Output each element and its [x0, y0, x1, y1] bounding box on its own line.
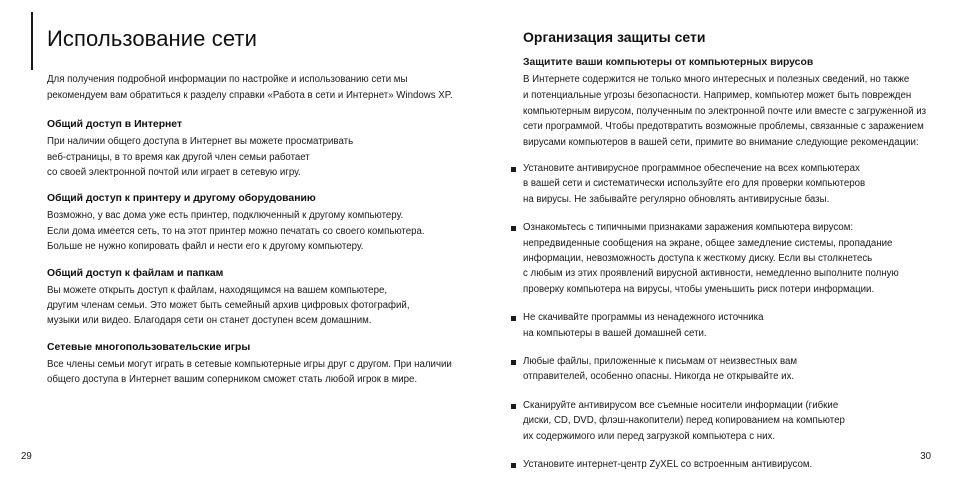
list-item — [523, 398, 933, 444]
list-item-line: на компьютеры в вашей домашней сети. — [523, 327, 707, 339]
section-network-games — [47, 341, 462, 388]
bullet-square-icon — [511, 404, 516, 409]
list-item-line: информации, невозможность доступа к жесткому диску. Если вы столкнетесь — [523, 253, 873, 265]
list-item-line: Любые файлы, приложенные к письмам от неизвестных вам — [523, 356, 798, 368]
section-internet-sharing — [47, 118, 462, 180]
intro-line: Для получения подробной информации по настройке и использованию сети мы — [47, 74, 408, 85]
list-item-line: проверку компьютера на вирусы, чтобы уменьшить риск потери информации. — [523, 283, 875, 295]
left-page-body — [47, 72, 462, 388]
section-line: Вы можете открыть доступ к файлам, находящимся на вашем компьютере, — [47, 284, 388, 296]
section-line: общего доступа в Интернет вашим соперником сможет стать любой игрок в мире. — [47, 374, 418, 386]
section-text — [47, 208, 462, 254]
section-line: Возможно, у вас дома уже есть принтер, подключенный к другому компьютеру. — [47, 210, 404, 222]
section-text — [47, 283, 462, 329]
section-printer-sharing — [47, 192, 462, 254]
section-line: Больше не нужно копировать файл и нести его к другому компьютеру. — [47, 241, 364, 253]
list-item-line: непредвиденные сообщения на экране, общее замедление системы, пропадание — [523, 237, 893, 249]
bullet-square-icon — [511, 226, 516, 231]
list-item — [523, 310, 933, 341]
section-line: другим членам семьи. Это может быть семейный архив цифровых фотографий, — [47, 300, 410, 312]
intro-line: В Интернете содержится не только много интересных и полезных сведений, но также — [523, 74, 910, 85]
page-title: Использование сети — [47, 26, 257, 51]
list-item — [523, 457, 933, 472]
list-item-line: на вирусы. Не забывайте регулярно обновлять антивирусные базы. — [523, 193, 830, 205]
section-text — [47, 357, 462, 388]
section-line: музыки или видео. Благодаря сети он станет доступен всем домашним. — [47, 315, 372, 327]
right-page-body — [523, 28, 933, 472]
list-item-line: Установите антивирусное программное обеспечение на всех компьютерах — [523, 162, 860, 174]
list-item-line: Установите интернет-центр ZyXEL со встроенным антивирусом. — [523, 459, 813, 471]
bullet-square-icon — [511, 167, 516, 172]
section-line: Все члены семьи могут играть в сетевые компьютерные игры друг с другом. При наличии — [47, 358, 452, 370]
intro-paragraph — [523, 72, 933, 151]
intro-line: сети программой. Чтобы предотвратить возможные проблемы, связанные с заражением — [523, 121, 924, 133]
bullet-square-icon — [511, 316, 516, 321]
page-number: 30 — [920, 451, 931, 462]
list-item — [523, 220, 933, 297]
intro-paragraph — [47, 72, 462, 103]
title-accent-bar — [31, 12, 33, 70]
section-line: Если дома имеется сеть, то на этот принтер можно печатать со своего компьютера. — [47, 225, 425, 237]
bullet-square-icon — [511, 360, 516, 365]
section-heading: Общий доступ в Интернет — [47, 119, 183, 131]
list-item-line: с любым из этих проявлений вирусной активности, немедленно выполните полную — [523, 268, 899, 280]
section-heading: Общий доступ к файлам и папкам — [47, 267, 224, 279]
list-item-line: в вашей сети и систематически используйте его для проверки компьютеров — [523, 178, 866, 190]
section-heading: Сетевые многопользовательские игры — [47, 341, 251, 353]
list-item-line: Сканируйте антивирусом все съемные носители информации (гибкие — [523, 399, 839, 411]
intro-line: и потенциальные угрозы безопасности. Например, компьютер может быть поврежден — [523, 89, 912, 101]
intro-line: компьютерным вирусом, полученным по электронной почте или вместе с загруженной из — [523, 105, 927, 117]
intro-line: рекомендуем вам обратиться к разделу справки «Работа в сети и Интернет» Windows XP. — [47, 89, 453, 101]
section-line: веб-страницы, в то время как другой член семьи работает — [47, 151, 310, 163]
right-page — [477, 0, 954, 478]
section-title: Организация защиты сети — [523, 29, 706, 45]
intro-line: вирусами компьютеров в вашей сети, примите во внимание следующие рекомендации: — [523, 137, 919, 149]
list-item-line: диски, CD, DVD, флэш-накопители) перед копированием на компьютер — [523, 415, 845, 427]
bullet-square-icon — [511, 463, 516, 468]
section-file-sharing — [47, 267, 462, 329]
page-number: 29 — [21, 451, 32, 462]
section-line: со своей электронной почтой или играет в сетевую игру. — [47, 167, 301, 178]
recommendations-list — [523, 161, 933, 473]
list-item — [523, 161, 933, 207]
list-item — [523, 354, 933, 385]
list-item-line: их содержимого или перед загрузкой компьютера с них. — [523, 430, 776, 442]
list-item-line: отправителей, особенно опасны. Никогда не открывайте их. — [523, 371, 795, 383]
list-item-line: Не скачивайте программы из ненадежного источника — [523, 312, 764, 324]
section-line: При наличии общего доступа в Интернет вы можете просматривать — [47, 136, 354, 148]
section-heading: Общий доступ к принтеру и другому оборудованию — [47, 193, 316, 205]
subsection-heading: Защитите ваши компьютеры от компьютерных вирусов — [523, 57, 814, 68]
section-text — [47, 134, 462, 180]
list-item-line: Ознакомьтесь с типичными признаками заражения компьютера вирусом: — [523, 222, 854, 234]
